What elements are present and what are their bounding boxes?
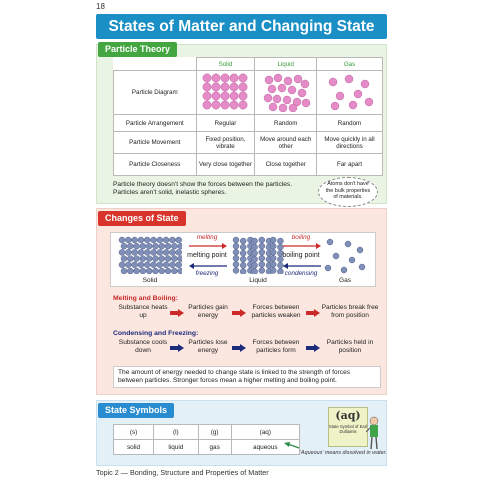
- table-row: [114, 71, 383, 115]
- particle-dot: [252, 238, 258, 244]
- particle-dot: [212, 91, 220, 99]
- solid-particles-image: [200, 72, 250, 112]
- particle-dot: [349, 101, 357, 109]
- particle-dot: [252, 256, 258, 262]
- navy-arrow-icon: [232, 344, 246, 352]
- particle-dot: [169, 262, 175, 268]
- particle-dot: [239, 100, 247, 108]
- particle-dot: [165, 243, 171, 249]
- row-label: Particle Closeness: [114, 154, 197, 176]
- melting-label: melting: [196, 234, 218, 241]
- condensing-freezing-heading: Condensing and Freezing:: [113, 330, 199, 337]
- table-row: [114, 154, 383, 176]
- particle-dot: [273, 95, 281, 103]
- particle-dot: [138, 262, 144, 268]
- mb-step-1: Substance heats up: [118, 304, 168, 319]
- particle-dot: [240, 269, 246, 275]
- particle-dot: [144, 249, 150, 255]
- particle-theory-note: Particle theory doesn't show the forces between the particles. Particles aren't solid, inelastic spheres.: [113, 181, 293, 196]
- liquid-label: Liquid: [249, 277, 267, 284]
- table-cell: Regular: [196, 115, 255, 132]
- particle-dot: [119, 249, 125, 255]
- particle-dot: [171, 243, 177, 249]
- table-cell: Random: [255, 115, 317, 132]
- mb-step-2: Particles gain energy: [188, 304, 228, 319]
- particle-dot: [233, 261, 239, 267]
- solid-label: Solid: [142, 277, 158, 284]
- particle-dot: [121, 268, 127, 274]
- particle-dot: [134, 256, 140, 262]
- aqueous-note: 'Aqueous' means dissolved in water.: [300, 450, 387, 456]
- particle-dot: [146, 256, 152, 262]
- particle-dot: [259, 255, 265, 261]
- particle-dot: [171, 256, 177, 262]
- particle-dot: [140, 243, 146, 249]
- mb-step-3: Forces between particles weaken: [251, 304, 301, 319]
- particle-dot: [165, 256, 171, 262]
- row-label: Particle Movement: [114, 132, 197, 154]
- meaning-solid: solid: [114, 440, 154, 455]
- particle-dot: [125, 237, 131, 243]
- particle-dot: [132, 237, 138, 243]
- cf-step-4: Particles held in position: [326, 339, 374, 354]
- liquid-particles-image: [261, 72, 311, 112]
- particle-dot: [302, 99, 310, 107]
- energy-note: The amount of energy needed to change state is linked to the strength of forces between particles. Stronger forces mean a higher melting and boiling point.: [113, 366, 381, 388]
- changes-of-state-heading: Changes of State: [98, 211, 186, 226]
- particle-theory-heading: Particle Theory: [98, 42, 177, 57]
- particle-dot: [298, 89, 306, 97]
- particle-dot: [146, 268, 152, 274]
- particle-dot: [153, 243, 159, 249]
- particle-dot: [259, 261, 265, 267]
- particle-dot: [221, 100, 229, 108]
- particle-dot: [159, 268, 165, 274]
- navy-arrow-icon: [170, 344, 184, 352]
- particle-dot: [265, 76, 273, 84]
- boiling-arrow-icon: [282, 243, 322, 249]
- melting-point-label: melting point: [187, 252, 227, 259]
- particle-dot: [252, 250, 258, 256]
- footer: Topic 2 — Bonding, Structure and Properties of Matter: [96, 468, 269, 477]
- particle-dot: [178, 243, 182, 249]
- table-cell: Close together: [255, 154, 317, 176]
- gas-particles-icon: [322, 236, 368, 274]
- column-header-gas: Gas: [317, 58, 383, 71]
- table-cell: Random: [317, 115, 383, 132]
- particle-dot: [341, 267, 347, 273]
- solid-lattice-icon: [118, 236, 182, 274]
- particle-dot: [289, 104, 297, 112]
- freezing-arrow-icon: [188, 263, 228, 269]
- particle-dot: [336, 92, 344, 100]
- particle-dot: [359, 264, 365, 270]
- particle-theory-table: [113, 57, 383, 176]
- particle-dot: [159, 243, 165, 249]
- condensing-label: condensing: [284, 270, 318, 277]
- page-title: States of Matter and Changing State: [96, 14, 387, 39]
- particle-dot: [230, 91, 238, 99]
- particle-dot: [349, 257, 355, 263]
- table-row: [114, 132, 383, 154]
- meaning-liquid: liquid: [154, 440, 199, 455]
- particle-dot: [169, 237, 175, 243]
- atoms-speech-bubble: Atoms don't have the bulk properties of materials.: [318, 177, 378, 207]
- particle-dot: [203, 73, 211, 81]
- gas-particles-image: [325, 72, 375, 112]
- navy-arrow-icon: [306, 344, 320, 352]
- particle-dot: [163, 249, 169, 255]
- particle-dot: [240, 238, 246, 244]
- particle-dot: [278, 84, 286, 92]
- particle-dot: [331, 102, 339, 110]
- particle-dot: [203, 100, 211, 108]
- particle-dot: [165, 268, 171, 274]
- particle-dot: [144, 237, 150, 243]
- particle-dot: [151, 249, 157, 255]
- particle-dot: [357, 247, 363, 253]
- column-header-solid: Solid: [196, 58, 255, 71]
- particle-dot: [240, 244, 246, 250]
- melting-arrow-icon: [188, 243, 228, 249]
- particle-dot: [157, 249, 163, 255]
- particle-dot: [240, 256, 246, 262]
- particle-dot: [132, 262, 138, 268]
- boiling-label: boiling: [291, 234, 311, 241]
- particle-dot: [288, 86, 296, 94]
- cf-step-1: Substance cools down: [118, 339, 168, 354]
- jar-caption: State Symbol of Earl Dulliamis: [328, 424, 368, 434]
- particle-dot: [259, 249, 265, 255]
- melting-boiling-heading: Melting and Boiling:: [113, 295, 178, 302]
- particle-dot: [153, 256, 159, 262]
- freezing-label: freezing: [195, 270, 219, 277]
- particle-dot: [176, 237, 182, 243]
- particle-dot: [157, 262, 163, 268]
- row-label: Particle Diagram: [114, 71, 197, 115]
- table-cell: Move quickly in all directions: [317, 132, 383, 154]
- particle-dot: [365, 98, 373, 106]
- particle-dot: [127, 243, 133, 249]
- particle-dot: [270, 243, 276, 249]
- meaning-aqueous: aqueous: [231, 440, 299, 455]
- particle-dot: [138, 237, 144, 243]
- particle-dot: [119, 237, 125, 243]
- particle-dot: [274, 74, 282, 82]
- particle-dot: [121, 243, 127, 249]
- particle-dot: [163, 262, 169, 268]
- particle-dot: [140, 256, 146, 262]
- particle-dot: [151, 262, 157, 268]
- particle-dot: [134, 243, 140, 249]
- particle-dot: [221, 82, 229, 90]
- particle-dot: [121, 256, 127, 262]
- particle-dot: [221, 91, 229, 99]
- solid-particle-diagram: [196, 71, 255, 115]
- particle-dot: [361, 80, 369, 88]
- boiling-point-label: boiling point: [282, 252, 320, 259]
- particle-dot: [171, 268, 177, 274]
- particle-dot: [119, 262, 125, 268]
- state-symbols-table: [113, 424, 300, 455]
- particle-dot: [284, 77, 292, 85]
- character-figure-icon: [366, 416, 382, 450]
- particle-dot: [264, 94, 272, 102]
- symbol-liquid: (l): [154, 425, 199, 440]
- particle-dot: [203, 91, 211, 99]
- particle-dot: [269, 103, 277, 111]
- particle-dot: [221, 73, 229, 81]
- particle-dot: [212, 73, 220, 81]
- particle-dot: [233, 268, 239, 274]
- column-header-liquid: Liquid: [255, 58, 317, 71]
- particle-dot: [159, 256, 165, 262]
- particle-dot: [354, 90, 362, 98]
- page-number: 18: [96, 2, 105, 11]
- cf-step-2: Particles lose energy: [188, 339, 228, 354]
- particle-dot: [233, 243, 239, 249]
- symbol-solid: (s): [114, 425, 154, 440]
- particle-dot: [127, 268, 133, 274]
- particle-dot: [240, 250, 246, 256]
- pointer-arrow-icon: [284, 442, 300, 450]
- symbol-gas: (g): [198, 425, 231, 440]
- particle-dot: [268, 85, 276, 93]
- cf-step-3: Forces between particles form: [252, 339, 300, 354]
- particle-dot: [259, 243, 265, 249]
- particle-dot: [125, 249, 131, 255]
- particle-dot: [259, 237, 265, 243]
- red-arrow-icon: [306, 309, 320, 317]
- particle-dot: [239, 73, 247, 81]
- particle-dot: [329, 78, 337, 86]
- table-cell: Very close together: [196, 154, 255, 176]
- particle-dot: [301, 80, 309, 88]
- state-symbols-heading: State Symbols: [98, 403, 174, 418]
- particle-dot: [146, 243, 152, 249]
- meaning-gas: gas: [198, 440, 231, 455]
- condensing-arrow-icon: [282, 263, 322, 269]
- particle-dot: [294, 75, 302, 83]
- particle-dot: [239, 82, 247, 90]
- particle-dot: [230, 100, 238, 108]
- particle-dot: [212, 82, 220, 90]
- particle-dot: [252, 262, 258, 268]
- particle-dot: [163, 237, 169, 243]
- particle-dot: [345, 75, 353, 83]
- particle-dot: [239, 91, 247, 99]
- row-label: Particle Arrangement: [114, 115, 197, 132]
- particle-dot: [178, 268, 182, 274]
- particle-dot: [270, 237, 276, 243]
- particle-dot: [212, 100, 220, 108]
- particle-dot: [140, 268, 146, 274]
- particle-dot: [279, 104, 287, 112]
- particle-dot: [333, 253, 339, 259]
- particle-dot: [127, 256, 133, 262]
- particle-dot: [132, 249, 138, 255]
- particle-dot: [259, 268, 265, 274]
- jar-symbol: (aq): [335, 409, 361, 422]
- particle-dot: [157, 237, 163, 243]
- mb-step-4: Particles break free from position: [321, 304, 379, 319]
- particle-dot: [138, 249, 144, 255]
- particle-dot: [230, 82, 238, 90]
- particle-dot: [169, 249, 175, 255]
- particle-dot: [240, 262, 246, 268]
- symbol-aqueous: (aq): [231, 425, 299, 440]
- table-cell: Fixed position, vibrate: [196, 132, 255, 154]
- gas-label: Gas: [338, 277, 352, 284]
- gas-particle-diagram: [317, 71, 383, 115]
- particle-dot: [270, 261, 276, 267]
- red-arrow-icon: [170, 309, 184, 317]
- table-cell: Far apart: [317, 154, 383, 176]
- particle-dot: [153, 268, 159, 274]
- particle-dot: [230, 73, 238, 81]
- particle-dot: [283, 96, 291, 104]
- particle-dot: [151, 237, 157, 243]
- particle-dot: [233, 237, 239, 243]
- particle-dot: [144, 262, 150, 268]
- table-cell: Move around each other: [255, 132, 317, 154]
- particle-dot: [176, 262, 182, 268]
- particle-dot: [134, 268, 140, 274]
- particle-dot: [252, 244, 258, 250]
- table-row: [114, 115, 383, 132]
- liquid-particle-diagram: [255, 71, 317, 115]
- particle-dot: [125, 262, 131, 268]
- particle-dot: [203, 82, 211, 90]
- particle-dot: [327, 239, 333, 245]
- particle-dot: [252, 269, 258, 275]
- red-arrow-icon: [232, 309, 246, 317]
- particle-dot: [345, 241, 351, 247]
